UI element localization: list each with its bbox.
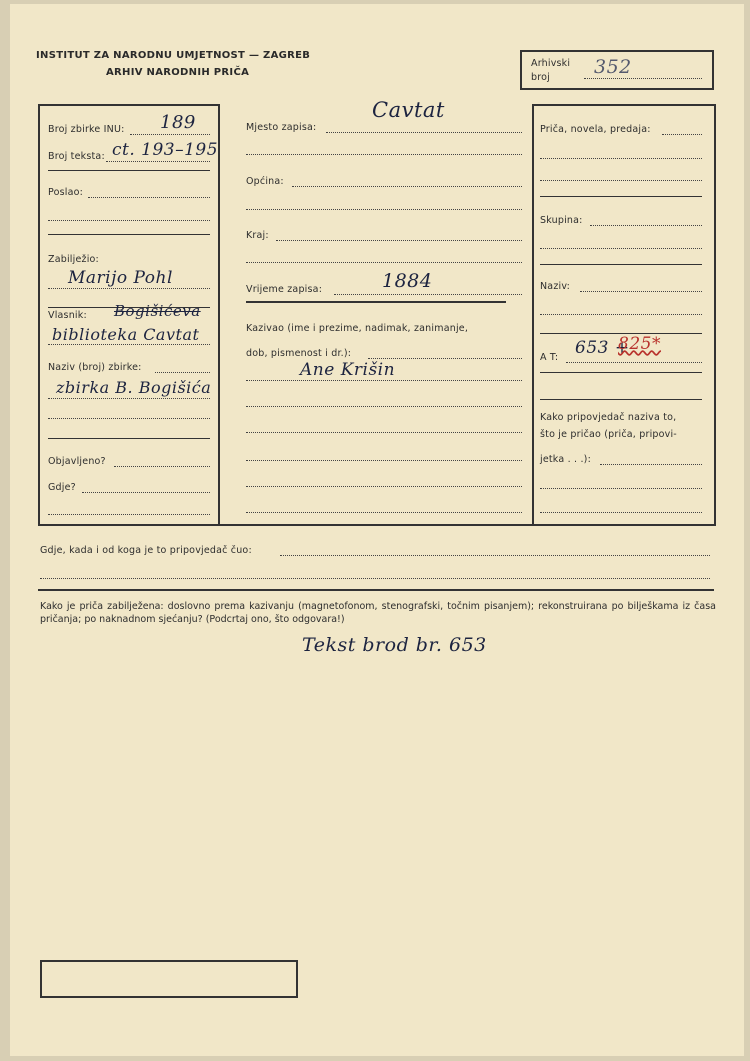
place-line: [326, 132, 522, 133]
archive-number-label-2: broj: [531, 72, 550, 83]
left-top-border: [38, 104, 220, 106]
name-label: Naziv:: [540, 281, 571, 292]
archive-box-underline: [520, 88, 714, 90]
footer-box: [40, 960, 298, 998]
left-column-divider: [218, 104, 220, 526]
narrator-line-6: [246, 486, 522, 487]
narrator-line-3: [246, 406, 522, 407]
narrator-name-label: Kako pripovjedač naziva to,: [540, 412, 677, 423]
collection-no-value: 189: [160, 112, 196, 133]
collection-name-line-3: [48, 418, 210, 419]
narrator-name-line-3: [540, 512, 702, 513]
municipality-label: Općina:: [246, 176, 284, 187]
narrator-name-label-3: jetka . . .):: [540, 454, 591, 465]
collection-name-value: zbirka B. Bogišića: [56, 378, 212, 397]
source-line-2: [40, 578, 710, 579]
story-type-line: [662, 134, 702, 135]
time-value: 1884: [382, 270, 433, 292]
at-value-1: 653 +: [575, 338, 630, 358]
archive-number-box: [520, 50, 714, 90]
archive-number-label: Arhivski: [531, 58, 571, 69]
owner-value-struck: Bogišićeva: [114, 302, 201, 320]
place-line-2: [246, 154, 522, 155]
collection-no-line: [130, 134, 210, 135]
place-label: Mjesto zapisa:: [246, 122, 317, 133]
at-label: A T:: [540, 352, 559, 363]
sent-line: [88, 197, 210, 198]
method-text: Kako je priča zabilježena: doslovno prema kazivanju (magnetofonom, stenografski, točnim pisanjem); rekonstruirana po bilješkama iz časa pričanja; po naknadnom sjećanju? (Podcrtaj ono, što odgovara!): [40, 601, 716, 625]
collection-name-line-2: [48, 398, 210, 399]
at-line: [566, 362, 702, 363]
collection-name-line: [155, 372, 210, 373]
right-rule-2: [540, 264, 702, 265]
recorded-line: [48, 288, 210, 289]
bottom-rule: [38, 589, 714, 591]
narrator-name-line-2: [540, 488, 702, 489]
name-line: [580, 291, 702, 292]
archive-record-card: [10, 4, 744, 1056]
archive-title: ARHIV NARODNIH PRIČA: [106, 67, 250, 78]
narrator-line-5: [246, 460, 522, 461]
text-note: Tekst brod br. 653: [302, 634, 487, 656]
where-line: [82, 492, 210, 493]
municipality-line: [292, 186, 522, 187]
recorded-label: Zabilježio:: [48, 254, 99, 265]
narrator-line-4: [246, 432, 522, 433]
published-line: [114, 466, 210, 467]
time-label: Vrijeme zapisa:: [246, 284, 323, 295]
sent-label: Poslao:: [48, 187, 84, 198]
owner-value: biblioteka Cavtat: [52, 325, 200, 344]
right-rule-5: [540, 399, 702, 400]
group-line: [590, 225, 702, 226]
right-top-border: [532, 104, 714, 106]
published-label: Objavljeno?: [48, 456, 106, 467]
group-line-2: [540, 248, 702, 249]
archive-number-value: 352: [594, 56, 632, 78]
narrator-line: [368, 358, 522, 359]
collection-name-label: Naziv (broj) zbirke:: [48, 362, 142, 373]
narrator-label-2: dob, pismenost i dr.):: [246, 348, 352, 359]
archive-number-dotline: [584, 78, 702, 79]
source-line: [280, 555, 710, 556]
source-label: Gdje, kada i od koga je to pripovjedač čuo:: [40, 545, 252, 556]
narrator-name-label-2: što je pričao (priča, pripovi-: [540, 429, 677, 440]
right-rule-1: [540, 196, 702, 197]
sent-line-2: [48, 220, 210, 221]
municipality-line-2: [246, 209, 522, 210]
name-line-2: [540, 314, 702, 315]
text-no-line: [106, 161, 210, 162]
text-no-label: Broj teksta:: [48, 151, 105, 162]
narrator-line-7: [246, 512, 522, 513]
text-no-value: ct. 193–195: [112, 140, 219, 160]
collection-no-label: Broj zbirke INU:: [48, 124, 125, 135]
where-label: Gdje?: [48, 482, 76, 493]
left-rule-2: [48, 234, 210, 235]
right-column-divider: [532, 104, 534, 526]
place-value: Cavtat: [372, 98, 445, 122]
group-label: Skupina:: [540, 215, 583, 226]
right-rule-4: [540, 372, 702, 373]
narrator-label: Kazivao (ime i prezime, nadimak, zanimanje,: [246, 323, 469, 334]
recorded-value: Marijo Pohl: [68, 268, 173, 288]
region-label: Kraj:: [246, 230, 269, 241]
narrator-value: Ane Krišin: [300, 360, 396, 380]
region-line: [276, 240, 522, 241]
left-rule-4: [48, 438, 210, 439]
story-type-line-2: [540, 158, 702, 159]
institute-title: INSTITUT ZA NARODNU UMJETNOST — ZAGREB: [36, 50, 311, 61]
narrator-line-2: [246, 380, 522, 381]
where-line-2: [48, 514, 210, 515]
story-type-line-3: [540, 180, 702, 181]
middle-rule: [246, 301, 506, 303]
story-type-label: Priča, novela, predaja:: [540, 124, 651, 135]
narrator-name-line: [600, 464, 702, 465]
region-line-2: [246, 262, 522, 263]
at-value-2: 825*: [618, 334, 661, 354]
left-rule-1: [48, 170, 210, 171]
owner-label: Vlasnik:: [48, 310, 87, 321]
time-line: [334, 294, 522, 295]
owner-line: [48, 344, 210, 345]
